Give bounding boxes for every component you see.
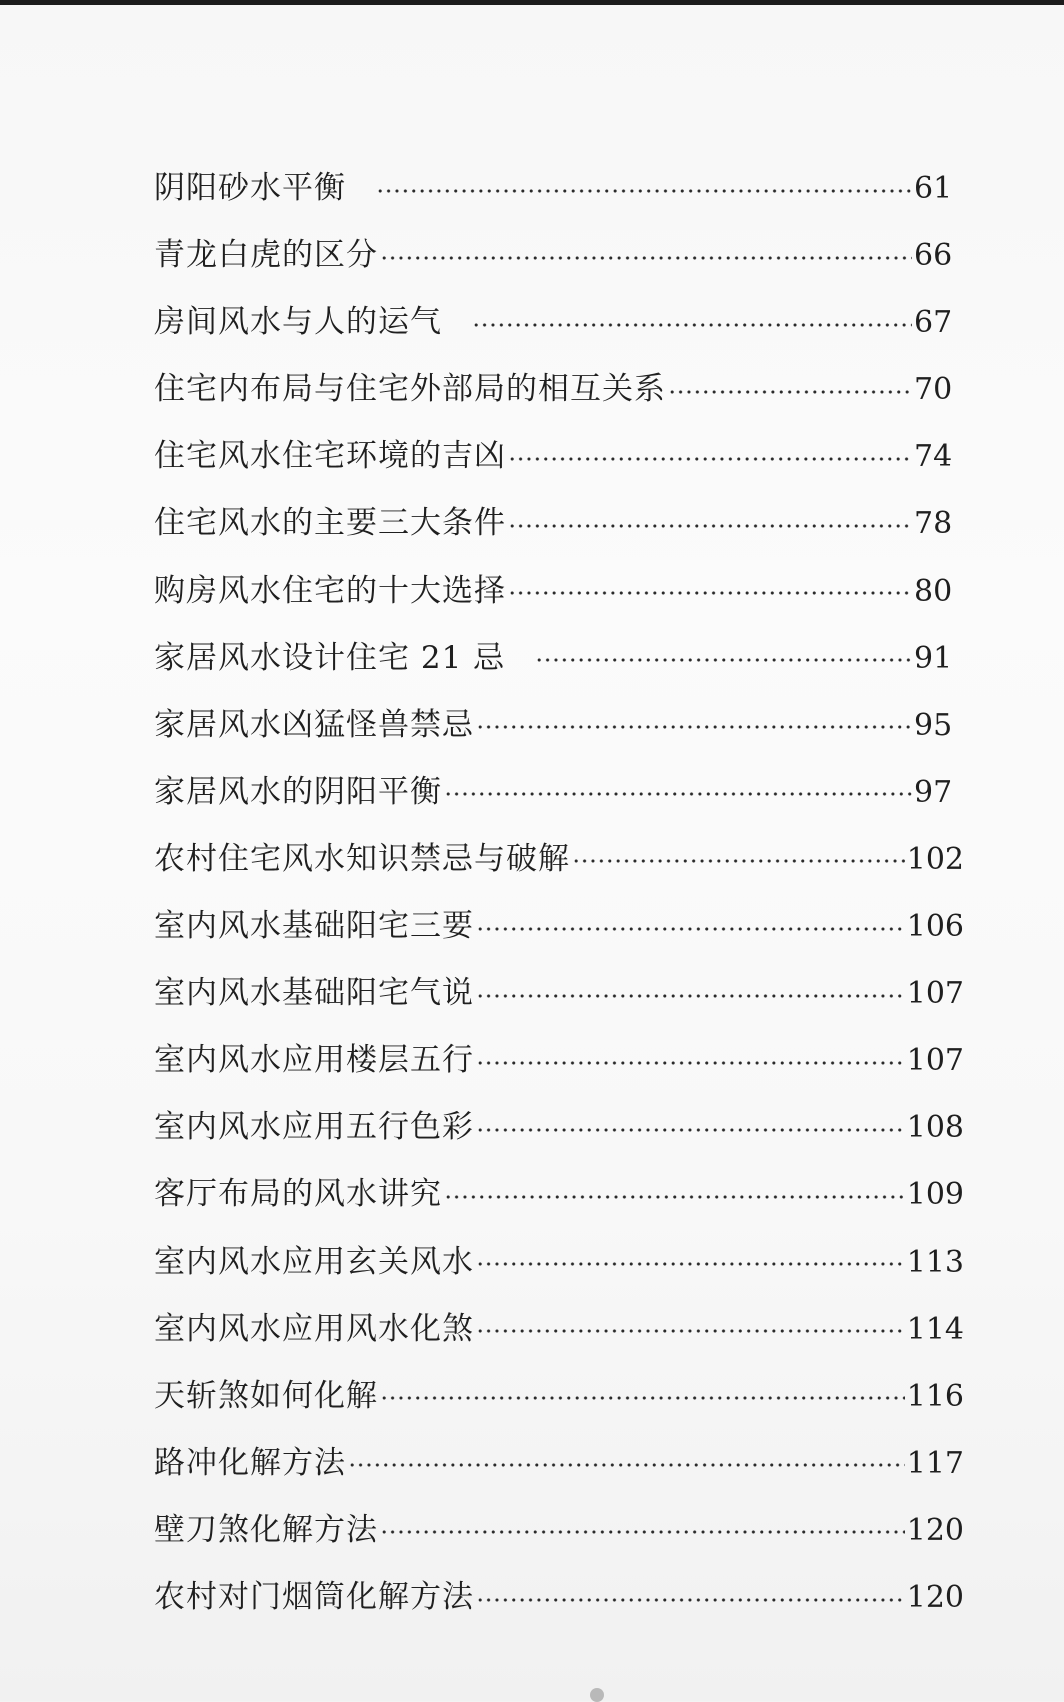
toc-entry (154, 558, 964, 625)
dot-leader (572, 859, 905, 863)
toc-entry-title: 室内风水应用风水化煞 (154, 1310, 474, 1347)
toc-entry-page-number: 70 (914, 372, 953, 408)
toc-entry-page-number: 95 (914, 707, 953, 743)
dot-leader (508, 524, 912, 528)
toc-entry (154, 222, 964, 289)
toc-entry-page-number: 120 (906, 1579, 964, 1615)
toc-entry (154, 1430, 964, 1497)
toc-entry (154, 625, 964, 692)
toc-entry (154, 1094, 964, 1161)
toc-entry (154, 759, 964, 826)
dot-leader (444, 792, 912, 796)
dot-leader (348, 1463, 905, 1467)
dot-leader (476, 1061, 905, 1065)
toc-entry (154, 155, 964, 222)
dot-leader (376, 189, 912, 193)
toc-entry-title: 住宅风水的主要三大条件 (154, 505, 506, 542)
dot-leader (476, 927, 905, 931)
toc-entry (154, 490, 964, 557)
dot-leader (380, 1396, 905, 1400)
toc-entry-page-number: 117 (906, 1445, 964, 1481)
toc-entry (154, 289, 964, 356)
dot-leader (508, 591, 912, 595)
dot-leader (380, 1530, 905, 1534)
toc-entry-title: 室内风水应用玄关风水 (154, 1243, 474, 1280)
toc-entry (154, 1296, 964, 1363)
toc-entry-page-number: 107 (906, 976, 964, 1012)
toc-entry (154, 1229, 964, 1296)
toc-entry (154, 692, 964, 759)
dot-leader (535, 658, 912, 662)
dot-leader (380, 256, 912, 260)
toc-entry-title: 室内风水基础阳宅气说 (154, 975, 474, 1012)
toc-entry-page-number: 91 (914, 640, 953, 676)
toc-entry-title: 路冲化解方法 (154, 1444, 346, 1481)
toc-entry-title: 住宅内布局与住宅外部局的相互关系 (154, 371, 666, 408)
toc-entry-title: 家居风水的阴阳平衡 (154, 773, 442, 810)
toc-entry (154, 1027, 964, 1094)
toc-entry (154, 893, 964, 960)
toc-entry-title: 室内风水应用五行色彩 (154, 1109, 474, 1146)
toc-entry-title: 阴阳砂水平衡 (154, 170, 346, 206)
dot-leader (476, 725, 912, 729)
dot-leader (476, 1598, 905, 1602)
toc-entry-title: 住宅风水住宅环境的吉凶 (154, 438, 506, 475)
toc-entry-title: 农村对门烟筒化解方法 (154, 1578, 474, 1615)
page-mark (590, 1688, 604, 1702)
toc-entry-page-number: 114 (906, 1311, 964, 1347)
toc-entry-page-number: 107 (906, 1043, 964, 1079)
toc-entry-page-number: 109 (906, 1177, 964, 1213)
toc-entry (154, 826, 964, 893)
toc-entry-title: 购房风水住宅的十大选择 (154, 572, 506, 609)
toc-entry (154, 1161, 964, 1228)
toc-entry-page-number: 78 (914, 506, 953, 542)
dot-leader (508, 457, 912, 461)
toc-entry-page-number: 113 (906, 1244, 964, 1280)
dot-leader (444, 1195, 905, 1199)
toc-entry-page-number: 108 (906, 1110, 964, 1146)
dot-leader (476, 1262, 905, 1266)
toc-entry (154, 1363, 964, 1430)
toc-entry-page-number: 67 (914, 305, 953, 341)
toc-entry-page-number: 102 (906, 841, 964, 877)
toc-entry-title: 房间风水与人的运气 (154, 304, 442, 341)
toc-entry-page-number: 61 (914, 171, 953, 206)
table-of-contents (154, 155, 964, 1631)
toc-entry-title: 客厅布局的风水讲究 (154, 1176, 442, 1213)
toc-entry-title: 室内风水应用楼层五行 (154, 1042, 474, 1079)
toc-entry (154, 960, 964, 1027)
toc-entry (154, 1497, 964, 1564)
dot-leader (668, 390, 912, 394)
toc-entry (154, 423, 964, 490)
toc-entry-title: 青龙白虎的区分 (154, 237, 378, 274)
toc-entry (154, 356, 964, 423)
toc-entry-title: 家居风水凶猛怪兽禁忌 (154, 706, 474, 743)
toc-entry-title: 室内风水基础阳宅三要 (154, 908, 474, 945)
toc-entry (154, 1564, 964, 1631)
toc-entry-title: 天斩煞如何化解 (154, 1377, 378, 1414)
toc-entry-title: 农村住宅风水知识禁忌与破解 (154, 840, 570, 877)
toc-entry-page-number: 116 (906, 1378, 964, 1414)
toc-entry-page-number: 120 (906, 1512, 964, 1548)
dot-leader (476, 1329, 905, 1333)
toc-entry-page-number: 106 (906, 909, 964, 945)
toc-entry-page-number: 97 (914, 774, 953, 810)
dot-leader (476, 1128, 905, 1132)
toc-entry-page-number: 80 (914, 573, 953, 609)
toc-entry-title: 家居风水设计住宅 21 忌 (154, 639, 506, 676)
toc-entry-page-number: 74 (914, 439, 953, 475)
toc-entry-title: 壁刀煞化解方法 (154, 1511, 378, 1548)
dot-leader (472, 323, 912, 327)
toc-entry-page-number: 66 (914, 238, 953, 274)
dot-leader (476, 994, 905, 998)
